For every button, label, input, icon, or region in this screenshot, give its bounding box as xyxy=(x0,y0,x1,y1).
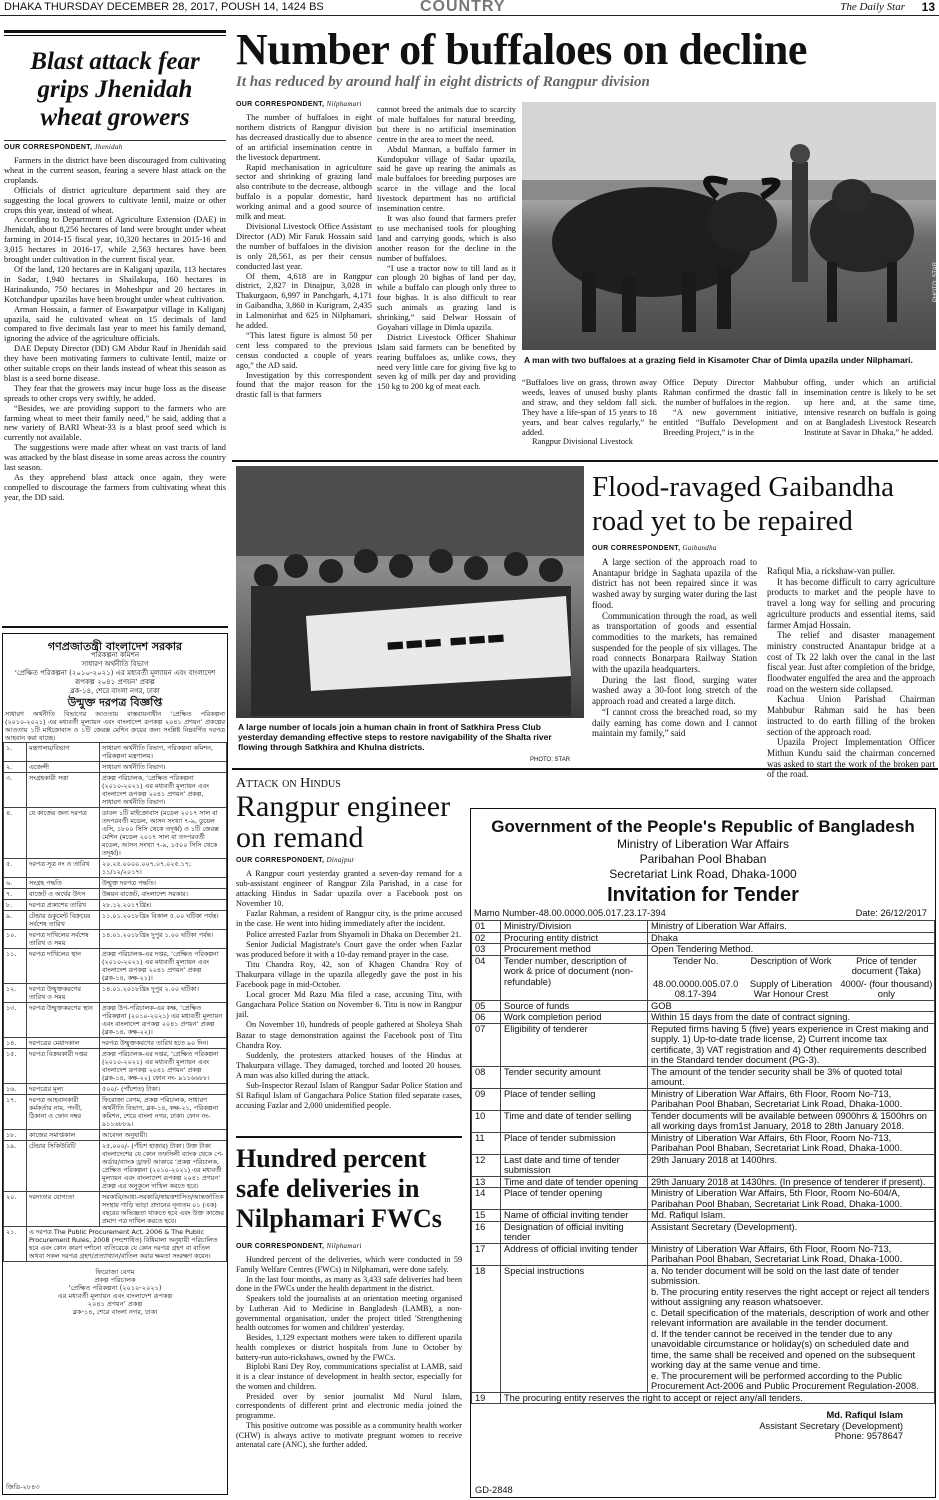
row-number: 12 xyxy=(472,1154,501,1176)
ad-title: Invitation for Tender xyxy=(607,884,799,906)
paragraph: “I cannot cross the breached road, so my daily earning has come down and I cannot maintain my family,” said xyxy=(592,706,757,739)
ad-government-name: গণপ্রজাতন্ত্রী বাংলাদেশ সরকার xyxy=(47,640,183,653)
row-value xyxy=(648,955,935,1000)
row-number: ১৩. xyxy=(4,1003,27,1038)
row-value: সরকারি/আধা-সরকারি/স্বায়ত্তশাসিত/আন্তর্জাতিক সংস্থায় গাড়ি ভাড়া প্রদানের নূন্যতম ০১ (এক) বছরের অভিজ্ঞতা থাকতে হবে এবং উক্ত কাজের প্রমাণ পত্র দাখিল করতে হবে। xyxy=(100,1192,227,1227)
document-price: 4000/- (four thousand) only xyxy=(840,978,933,999)
paragraph: Speakers told the journalists at an orientation meeting organised by Lutheran Aid to Medicine in Bangladesh (LAMB), a non-governmental organisation, under the project titled 'Strengthening health outcomes for women and children' yesterday. xyxy=(236,1294,462,1333)
row-value: Ministry of Liberation War Affairs, 6th Floor, Room No-713, Paribahan Pool Bhaban, Secretariat Link Road, Dhaka-1000. xyxy=(648,1088,935,1110)
row-value: Within 15 days from the date of contract signing. xyxy=(648,1012,935,1024)
row-number: 18 xyxy=(472,1265,501,1392)
paragraph: They fear that the growers may incur huge loss as the disease spreads to other crops very swiftly, he added. xyxy=(4,383,226,403)
paragraph: Office Deputy Director Mahbubur Rahman confirmed the drastic fall in the number of buffaloes in the region. xyxy=(663,378,798,407)
row-number: 17 xyxy=(472,1243,501,1265)
story-headline: Rangpur engineer on remand xyxy=(236,790,451,854)
instruction-item: b. The procuring entity reserves the right accept or reject all tenders without assigning any reason whatsoever. xyxy=(651,1286,930,1307)
row-number: ১৪. xyxy=(4,1038,27,1049)
story-byline: OUR CORRESPONDENT, Nilphamari xyxy=(236,100,362,108)
col-price: Price of tender document (Taka) xyxy=(851,955,921,976)
row-label: Source of funds xyxy=(501,1000,648,1012)
svg-text:▬▬▬ ▬▬▬: ▬▬▬ ▬▬▬ xyxy=(384,624,507,657)
story-body xyxy=(236,113,372,400)
photo-credit: PHOTO: STAR xyxy=(933,262,939,303)
row-label: Place of tender opening xyxy=(501,1188,648,1210)
row-value: Ministry of Liberation War Affairs, 6th Floor, Room No-713, Paribahan Pool Bhaban, Secretariat Link Road, Dhaka-1000. xyxy=(648,1132,935,1154)
paragraph: Abdul Mannan, a buffalo farmer in Kundopukur village of Sadar upazila, said he gave up rearing the animals as male buffaloes for breeding purposes are scarce in the village and the local livestock department has no artificial insemination centre. xyxy=(377,144,516,214)
paragraph: Officials of district agriculture department said they are suggesting the local growers to cultivate lentil, maize or other crops this year, instead of wheat. xyxy=(4,185,226,215)
row-value xyxy=(648,1265,935,1392)
table-row xyxy=(4,1141,227,1192)
row-value: GOB xyxy=(648,1000,935,1012)
memo-line xyxy=(471,908,935,920)
table-row xyxy=(472,1154,935,1176)
section-name: COUNTRY xyxy=(420,0,506,15)
ad-ministry: Ministry of Liberation War Affairs xyxy=(616,837,790,851)
divider xyxy=(232,460,938,462)
work-description: Supply of Liberation War Honour Crest xyxy=(749,978,833,999)
paragraph: Upazila Project Implementation Officer Mithun Kundu said the chairman concerned was asked to start the work of the broken part of the road. xyxy=(767,737,935,780)
row-label: Designation of official inviting tender xyxy=(501,1221,648,1243)
row-value: উন্নয়ন বাজেট, বাংলাদেশ সরকার। xyxy=(100,889,227,900)
story-body xyxy=(592,557,757,739)
paragraph: Of them, 4,618 are in Rangpur district, 2,827 in Dinajpur, 3,028 in Thakurgaon, 6,997 in Panchgarh, 4,171 in Gaibandha, 3,860 in Kurigram, 2,435 in Lalmonirhat and 625 in Nilphamari, he added. xyxy=(236,271,372,331)
divider xyxy=(2,626,228,628)
row-number: 13 xyxy=(472,1176,501,1188)
story-column xyxy=(236,1240,462,1450)
divider xyxy=(4,140,226,141)
instruction-item: c. Detail specification of the materials, description of work and other relevant information are available in the tender document. xyxy=(651,1307,930,1328)
row-number: ৪. xyxy=(4,808,27,859)
tender-no: 48.00.0000.005.07.0 08.17-394 xyxy=(653,978,739,999)
paragraph: Divisional Livestock Office Assistant Director (AD) Mir Faruk Hossain said the number of buffaloes in the division is only 28,561, as per their census conducted last year. xyxy=(236,221,372,271)
row-value: ১৪.০১.২০১৮খ্রিঃ দুপুর ২.০০ ঘটিকা। xyxy=(100,984,227,1003)
row-number: 10 xyxy=(472,1110,501,1132)
table-row xyxy=(4,1049,227,1084)
row-label: Procurement method xyxy=(501,944,648,956)
buffalo-photo xyxy=(522,102,939,350)
row-value: ২০.২৫.০০০০.০০৭.০৭.০২৫.১৭; ১১/১২/২০১৭। xyxy=(100,859,227,878)
row-number: ৭. xyxy=(4,889,27,900)
table-row xyxy=(4,984,227,1003)
paragraph: “Buffaloes live on grass, thrown away weeds, leaves of unused bushy plants and straw, and they seldom fall sick. They have a life-span of 15 years to 18 years, and bear calves regularly,” he added. xyxy=(522,378,657,437)
table-row xyxy=(472,932,935,944)
table-row xyxy=(472,1243,935,1265)
page-number: 13 xyxy=(921,0,935,14)
paragraph: “This latest figure is almost 50 per cent less compared to the previous census conducted a couple of years ago,” the AD said. xyxy=(236,330,372,370)
paragraph: It has become difficult to carry agriculture products to market and the people have to travel a long way for selling and procuring agriculture products and essential items, said farmer Amjad Hossain. xyxy=(767,576,935,630)
row-value: সাধারণ অর্থনীতি বিভাগ। xyxy=(100,762,227,773)
row-number: 15 xyxy=(472,1210,501,1222)
table-row xyxy=(4,911,227,930)
row-value: ফিরোজা বেগম, প্রকল্প পরিচালক, সাধারণ অর্থনীতি বিভাগ, ব্লক-১৪, কক্ষ-২১, পরিকল্পনা কমিশন, শেরে বাংলা নগর, ঢাকা। ফোন নং- ৯১১৬৮৮৯। xyxy=(100,1095,227,1130)
table-row xyxy=(4,878,227,889)
story-body xyxy=(377,105,516,392)
paragraph: “A new government initiative, entitled “Buffalo Development and Breeding Project,” is in the xyxy=(663,407,798,437)
paragraph: Local grocer Md Razu Mia filed a case, accusing Titu, with Gangachara Police Station on November 6. Titu is now in Rangpur jail. xyxy=(236,990,462,1020)
row-label: মন্ত্রণালয়/বিভাগ xyxy=(27,743,100,762)
ad-bhaban: Paribahan Pool Bhaban xyxy=(639,852,767,866)
row-number: ১৮. xyxy=(4,1130,27,1141)
row-number: ১৬. xyxy=(4,1084,27,1095)
paragraph: Suddenly, the protesters attacked houses of the Hindus at Thakurpara village. They damaged, torched and looted 20 houses. A man was also killed during the attack. xyxy=(236,1050,462,1080)
row-value: প্রকল্প উপ-পরিচালক-এর কক্ষ, ‘প্রেক্ষিত পরিকল্পনা (২০১০-২০২১) এর মধ্যবর্তী মূল্যায়ন এবং বাংলাদেশ রূপকল্প ২০৪১ প্রণয়ন’ প্রকল্প (ব্লক-১৪, কক্ষ-২২)। xyxy=(100,1003,227,1038)
table-row xyxy=(472,1066,935,1088)
paragraph: Besides, 1,129 expectant mothers were taken to different upazila health complexes or district hospitals from June to October by battery-run auto-rickshaws, owned by the FWCs. xyxy=(236,1333,462,1362)
paragraph: A large section of the approach road to Anantapur bridge in Saghata upazila of the district has not been repaired since it was washed away by surging water during the last flood. xyxy=(592,557,757,610)
paragraph: In the last four months, as many as 3,433 safe deliveries had been done in the FWCs under the health department in the district. xyxy=(236,1274,462,1294)
row-label: Place of tender submission xyxy=(501,1132,648,1154)
instruction-item: a. No tender document will be sold on the last date of tender submission. xyxy=(651,1265,900,1286)
paragraph: During the last flood, surging water washed away a 30-foot long stretch of the approach road and created a large ditch. xyxy=(592,674,757,707)
row-label: দরপত্র উন্মুক্তকরণের তারিখ ও সময় xyxy=(27,984,100,1003)
table-row xyxy=(472,921,935,933)
ad-division: সাধারণ অর্থনীতি বিভাগ xyxy=(81,660,149,668)
row-number: ৩. xyxy=(4,773,27,808)
col-description: Description of Work xyxy=(750,955,832,966)
divider xyxy=(232,768,938,770)
row-number: 04 xyxy=(472,955,501,1000)
row-number: 11 xyxy=(472,1132,501,1154)
table-row xyxy=(472,1088,935,1110)
row-label: দরপত্র সূত্র নং ও তারিখ xyxy=(27,859,100,878)
row-label: Work completion period xyxy=(501,1012,648,1024)
ad-code: জিডি-২৮৪৩ xyxy=(6,1483,40,1491)
paragraph: Presided over by senior journalist Md Nurul Islam, correspondents of different print and electronic media joined the programme. xyxy=(236,1391,462,1420)
instruction-item: d. If the tender cannot be received in the tender due to any unavoidable circumstance or holiday(s) on scheduled date and time, the same shall be received and opened on the subsequent working day at the same venue and time. xyxy=(651,1328,916,1370)
table-row xyxy=(472,1176,935,1188)
story-body xyxy=(767,566,935,780)
row-number: ২১. xyxy=(4,1227,27,1262)
row-label: টেন্ডার ডকুমেন্ট বিক্রয়ের সর্বশেষ তারিখ xyxy=(27,911,100,930)
table-row xyxy=(4,1095,227,1130)
instruction-item: e. The procurement will be performed according to the Public Procurement Act-2006 and Public Procurement Regulation-2008. xyxy=(651,1370,919,1391)
table-row xyxy=(4,949,227,984)
row-number: 09 xyxy=(472,1088,501,1110)
photo-caption: A man with two buffaloes at a grazing field in Kisamoter Char of Dimla upazila under Nilphamari. xyxy=(524,355,913,365)
paragraph: Titu Chandra Roy, 42, son of Khagen Chandra Roy of Thakurpara village in the upazila allegedly gave the post in his Facebook page in mid-October. xyxy=(236,959,462,990)
row-label: দরপত্রের মূল্য xyxy=(27,1084,100,1095)
row-number: 06 xyxy=(472,1012,501,1024)
row-value: ২৮.১২.২০১৭খ্রিঃ। xyxy=(100,900,227,911)
row-label: কাজের সমাপ্তকাল xyxy=(27,1130,100,1141)
table-row xyxy=(4,808,227,859)
story-jhenidah xyxy=(4,30,226,624)
story-headline: Number of buffaloes on decline xyxy=(236,25,807,74)
row-label: Tender number, description of work & price of document (non-refundable) xyxy=(501,955,648,1000)
row-value: আবেদন অনুযায়ী। xyxy=(100,1130,227,1141)
row-label: দরপত্রের মেয়াদকাল xyxy=(27,1038,100,1049)
row-label: টেন্ডার সিকিউরিটি xyxy=(27,1141,100,1192)
row-value: Ministry of Liberation War Affairs, 5th Floor, Room No-604/A, Paribahan Pool Bhaban, Secretariat Link Road, Dhaka-1000. xyxy=(648,1188,935,1210)
paragraph: “Besides, we are providing support to the farmers who are farming wheat to meet their family need,” he said, adding that a new variety of BARI Wheat-33 is a blast proof seed which is currently not available. xyxy=(4,403,226,443)
paragraph: Senior Judicial Magistrate's Court gave the order when Fazlar was produced before it with a 10-day remand prayer in the case. xyxy=(236,939,462,959)
paragraph: Hundred percent of the deliveries, which were conducted in 59 Family Welfare Centres (FWCs) in Nilphamari, were done safely. xyxy=(236,1255,462,1274)
row-number: 08 xyxy=(472,1066,501,1088)
row-number: 14 xyxy=(472,1188,501,1210)
row-value: The amount of the tender security shall be 3% of quoted total amount. xyxy=(648,1066,935,1088)
row-value: ১১.০১.২০১৮খ্রিঃ বিকাল ৫.০০ ঘটিকা পর্যন্ত। xyxy=(100,911,227,930)
ad-government-name: Government of the People's Republic of Bangladesh xyxy=(491,817,915,836)
story-column xyxy=(377,105,516,392)
story-body xyxy=(663,378,798,437)
row-label: Last date and time of tender submission xyxy=(501,1154,648,1176)
paragraph: cannot breed the animals due to scarcity of male buffaloes for natural breeding, but there is no artificial insemination centre in the area to meet the need. xyxy=(377,105,516,144)
row-value: প্রকল্প পরিচালক, ‘প্রেক্ষিত পরিকল্পনা (২০১০-২০২১) এর মধ্যবর্তী মূল্যায়ন এবং বাংলাদেশ রূপকল্প ২০৪১ প্রণয়ন’ প্রকল্প, সাধারণ অর্থনীতি বিভাগ। xyxy=(100,773,227,808)
story-headline: Hundred percent safe deliveries in Nilphamari FWCs xyxy=(236,1144,442,1233)
subtable-row xyxy=(648,979,934,1000)
row-value: Assistant Secretary (Development). xyxy=(648,1221,935,1243)
row-number: 05 xyxy=(472,1000,501,1012)
buffalo-illustration xyxy=(522,102,936,350)
paragraph: As they apprehend blast attack once again, they were compelled to discourage the farmers from cultivating wheat this year, the DD said. xyxy=(4,473,226,502)
row-number: ৫. xyxy=(4,859,27,878)
table-row xyxy=(4,1038,227,1049)
photo-caption: A large number of locals join a human chain in front of Satkhira Press Club yesterday demanding effective steps to restore navigability of the Shalta river flowing through Satkhira and Khulna districts. xyxy=(238,722,552,752)
row-label: Procuring entity district xyxy=(501,932,648,944)
ad-commission: পরিকল্পনা কমিশন xyxy=(90,651,140,659)
story-column xyxy=(663,378,798,437)
row-number: ১২. xyxy=(4,984,27,1003)
row-label: দরপত্র উন্মুক্তকরণের স্থান xyxy=(27,1003,100,1038)
paragraph: The suggestions were made after wheat on vast tracts of land was attacked by the blast disease in some areas across the country last season. xyxy=(4,443,226,473)
row-value: Ministry of Liberation War Affairs. xyxy=(648,921,935,933)
photo-credit: PHOTO: STAR xyxy=(530,757,571,763)
paragraph: Of the land, 120 hectares are in Kaliganj upazila, 113 hectares in Sadar, 1,940 hectares in Shailakupa, 160 hectares in Harinakundo, 750 hectares in Moheshpur and 20 hectares in Kotchandpur upazilas have been brought under wheat cultivation. xyxy=(4,264,226,304)
row-value: Ministry of Liberation War Affairs, 6th Floor, Room No-713, Paribahan Pool Bhaban, Secretariat Link Road, Dhaka-1000. xyxy=(648,1243,935,1265)
paragraph: Rangpur Divisional Livestock xyxy=(532,437,633,447)
row-value: The procuring entity reserves the right to accept or reject any/all tenders. xyxy=(501,1392,935,1404)
row-value: Dhaka xyxy=(648,932,935,944)
memo-date: Date: 26/12/2017 xyxy=(855,908,927,918)
row-number: ১০. xyxy=(4,930,27,949)
row-label: Name of official inviting tender xyxy=(501,1210,648,1222)
row-label: দরপত্র দাখিলের স্থান xyxy=(27,949,100,984)
row-number: ৬. xyxy=(4,878,27,889)
paragraph: Biplobi Rani Dey Roy, communications specialist at LAMB, said it is a clear instance of development in health sector, especially for the women and children. xyxy=(236,1362,462,1391)
story-subheadline: It has reduced by around half in eight districts of Rangpur division xyxy=(236,74,650,90)
row-value: দরপত্র উন্মুক্তকরণের তারিখ হতে ৯০ দিন। xyxy=(100,1038,227,1049)
story-byline: OUR CORRESPONDENT, Nilphamari xyxy=(236,1242,362,1250)
story-body xyxy=(236,869,462,1111)
row-value: Reputed firms having 5 (five) years experience in Crest making and supply. 1) Up-to-date trade license, 2) Current income tax certificate, 3) VAT registration and 4) Other requirements described in the Standard tender document (PG-3). xyxy=(648,1023,935,1066)
story-column xyxy=(236,854,462,1111)
story-column xyxy=(767,566,935,780)
ad-address: Secretariat Link Road, Dhaka-1000 xyxy=(609,867,797,881)
row-value: প্রকল্প পরিচালক-এর দপ্তর, ‘প্রেক্ষিত পরিকল্পনা (২০১০-২০২১) এর মধ্যবর্তী মূল্যায়ন এবং বাংলাদেশ রূপকল্প ২০৪১ প্রণয়ন’ প্রকল্প (ব্লক-১৪, কক্ষ-২১)। xyxy=(100,949,227,984)
human-chain-photo xyxy=(236,466,584,718)
table-row xyxy=(4,1227,227,1262)
table-row xyxy=(472,1110,935,1132)
row-label: সংগ্রহকারী সত্তা xyxy=(27,773,100,808)
row-number: ৮. xyxy=(4,900,27,911)
paragraph: Farmers in the district have been discouraged from cultivating wheat in the current season, fearing a severe blast attack on the croplands. xyxy=(4,156,226,185)
row-label: দরপত্র প্রকাশের তারিখ xyxy=(27,900,100,911)
ad-signature: Md. Rafiqul Islam Assistant Secretary (Development) Phone: 9578647 xyxy=(759,1410,903,1441)
row-number: 01 xyxy=(472,921,501,933)
row-value: উন্মুক্ত দরপত্র পদ্ধতি। xyxy=(100,878,227,889)
row-label: দরদাতার যোগ্যতা xyxy=(27,1192,100,1227)
paragraph: Fazlar Rahman, a resident of Rangpur city, is the prime accused in the case. He went into hiding immediately after the incident. xyxy=(236,909,462,929)
row-label: Time and date of tender opening xyxy=(501,1176,648,1188)
row-number: ১৫. xyxy=(4,1049,27,1084)
row-value: প্রকল্প পরিচালক-এর দপ্তর, ‘প্রেক্ষিত পরিকল্পনা (২০১০-২০২১) এর মধ্যবর্তী মূল্যায়ন এবং বাংলাদেশ রূপকল্প ২০৪১ প্রণয়ন’ প্রকল্প (ব্লক-১৪, কক্ষ-২২) ফোন নং- ৯১১৬৬৮৮। xyxy=(100,1049,227,1084)
row-number: ৯. xyxy=(4,911,27,930)
row-value: ১৪.০১.২০১৮খ্রিঃ দুপুর ১.০০ ঘটিকা পর্যন্ত। xyxy=(100,930,227,949)
story-kicker: Attack on Hindus xyxy=(236,776,341,791)
table-row xyxy=(472,1210,935,1222)
table-row xyxy=(4,1084,227,1095)
story-byline: OUR CORRESPONDENT, Gaibandha xyxy=(592,544,717,552)
paragraph: Kachua Union Parishad Chairman Mahbubur Rahman said he has been instructed to do earth filling of the broken section of the approach road. xyxy=(767,694,935,737)
paragraph: It was also found that farmers prefer to use mechanised tools for ploughing land and carrying goods, which is also another reason for the decline in the number of buffaloes. xyxy=(377,213,516,263)
paragraph: Communication through the road, as well as transportation of goods and essential commodities to the markets, has remained suspended for the people of six villages. The road connects Bonarpara Railway Station with the upazila headquarters. xyxy=(592,610,757,675)
row-number: ২০. xyxy=(4,1192,27,1227)
paragraph: Investigation by this correspondent found that the major reason for the drastic fall is that farmers xyxy=(236,370,372,400)
row-number: 07 xyxy=(472,1023,501,1066)
row-number: ১৯. xyxy=(4,1141,27,1192)
table-row xyxy=(4,900,227,911)
row-number: 03 xyxy=(472,944,501,956)
table-row xyxy=(4,859,227,878)
story-top-rule xyxy=(4,30,226,36)
bangla-tender-notice xyxy=(2,633,228,1495)
table-row xyxy=(472,1000,935,1012)
table-row xyxy=(4,1003,227,1038)
paragraph: offing, under which an artificial insemination centre is likely to be set up here and, at the same time, intensive research on buffalo is going on at Bangladesh Livestock Research Institute at Savar in Dhaka,” he added. xyxy=(804,378,936,437)
ad-table xyxy=(3,742,227,1262)
row-number: 19 xyxy=(472,1392,501,1404)
story-headline: Blast attack fear grips Jhenidah wheat growers xyxy=(30,48,200,131)
row-label: দরপত্র বিক্রয়কারী দপ্তর xyxy=(27,1049,100,1084)
ad-title: উন্মুক্ত দরপত্র বিজ্ঞপ্তি xyxy=(67,696,163,709)
paragraph: The relief and disaster management ministry constructed Anantapur bridge at a cost of Tk 22 lakh over the canal in the last fiscal year. Just after completion of the bridge, floodwater engulfed the area and the approach road on the western side collapsed. xyxy=(767,630,935,694)
row-value: সাধারণ অর্থনীতি বিভাগ, পরিকল্পনা কমিশন, পরিকল্পনা মন্ত্রণালয়। xyxy=(100,743,227,762)
paragraph: Police arrested Fazlar from Shyamoli in Dhaka on December 21. xyxy=(246,929,462,939)
table-row xyxy=(472,955,935,1000)
story-column xyxy=(236,98,372,400)
row-number: ২. xyxy=(4,762,27,773)
row-label: বাজেট ও অর্থের উৎস xyxy=(27,889,100,900)
story-headline: Flood-ravaged Gaibandha road yet to be repaired xyxy=(592,471,894,537)
paragraph: This positive outcome was possible as a community health worker (CHW) is always active to motivate pregnant women to receive antenatal care (ANC), she further added. xyxy=(236,1420,462,1450)
paragraph: Rafiqul Mia, a rickshaw-van puller. xyxy=(767,566,895,576)
row-number: 16 xyxy=(472,1221,501,1243)
row-label: এজেন্সী xyxy=(27,762,100,773)
table-row xyxy=(472,1221,935,1243)
table-row xyxy=(4,889,227,900)
paragraph: “I use a tractor now to till land as it can plough 20 bighas of land per day, while a buffalo can plough only three to four bighas. It is also difficult to rear such animals as grazing land is shrinking,” said Delwar Hossain of Goyabari village in Dimla upazila. xyxy=(377,263,516,332)
table-row xyxy=(472,1392,935,1404)
paragraph: DAE Deputy Director (DD) GM Abdur Rauf in Jhenidah said they have been motivating farmers to cultivate lentil, maize or other suitable crops on their lands instead of wheat this season as blast is a seed borne disease. xyxy=(4,344,226,383)
row-number: ১. xyxy=(4,743,27,762)
paragraph: On November 10, hundreds of people gathered at Sholeya Shah Bazar to stage demonstration against the Facebook post of Titu Chandra Roy. xyxy=(236,1020,462,1050)
ad-project: ‘প্রেক্ষিত পরিকল্পনা (২০১০-২০২১) এর মধ্যবর্তী মূল্যায়ন এবং বাংলাদেশ রূপকল্প ২০৪১ প্রণয়ন’ প্রকল্প xyxy=(14,669,216,686)
row-value: এ দরপত্র The Public Procurement Act, 2006 & The Public Procurement Rules, 2008 (সংশোধিত) বিধিমালা অনুযায়ী পরিচালিত হবে এবং কোন কারণ দর্শানো ব্যতিরেকে যে কোন দরপত্র গ্রহণ বা বাতিল অথবা সকল দরপত্র গ্রহণ/প্রত্যাখ্যান/বাতিল করার ক্ষমতা সংরক্ষণ করেন। xyxy=(27,1227,227,1262)
story-column xyxy=(592,542,757,739)
row-value: 29th January 2018 at 1400hrs. xyxy=(648,1154,935,1176)
row-value: Open Tendering Method. xyxy=(648,944,935,956)
row-value: ২৫,০০০/- (পঁচিশ হাজার) টাকা। উক্ত টাকা বাংলাদেশের যে কোন তফসিলী ব্যাংক থেকে পে-অর্ডার/ব্যাংক ড্রাফট আকারে ‘প্রকল্প পরিচালক, প্রেক্ষিত পরিকল্পনা (২০১০-২০২১) এর মধ্যবর্তী মূল্যায়ন এবং বাংলাদেশ রূপকল্প ২০৪১ প্রণয়ন’ প্রকল্প এর অনুকূলে দাখিল করতে হবে। xyxy=(100,1141,227,1192)
table-row xyxy=(4,773,227,808)
table-row xyxy=(472,944,935,956)
row-number: 02 xyxy=(472,932,501,944)
table-row xyxy=(4,1192,227,1227)
ad-code: GD-2848 xyxy=(475,1484,513,1495)
row-value: ডাবল ১টি মাইক্রোবাস (মডেল ২০১৭ সাল বা তদপরবর্তী মডেল, আসন সংখ্যা ৭-৯, ডুয়েল এসি, ১৮০০ সিসি থেকে তদূর্ধ্ব) ও ১টি জেরক্স মেশিন (মডেল ২০১৭ সাল বা তদপরবর্তী মডেল, আসন সংখ্যা ৭-৯, ১৫০০ সিসি থেকে তদূর্ধ্ব)। xyxy=(100,808,227,859)
story-body xyxy=(804,378,936,437)
table-row xyxy=(4,1130,227,1141)
row-number: ১৭. xyxy=(4,1095,27,1130)
tender-notice xyxy=(470,808,936,1498)
row-label: Tender security amount xyxy=(501,1066,648,1088)
ad-address: ব্লক-১৪, শেরে বাংলা নগর, ঢাকা xyxy=(70,687,160,695)
table-row xyxy=(4,762,227,773)
row-label: Place of tender selling xyxy=(501,1088,648,1110)
table-row xyxy=(4,930,227,949)
story-byline: OUR CORRESPONDENT, Jhenidah xyxy=(4,143,123,151)
story-column xyxy=(522,378,657,447)
row-value: Tender documents will be available between 0900hrs & 1500hrs on all working days from1st January, 2018 to 28th January 2018. xyxy=(648,1110,935,1132)
story-column xyxy=(804,378,936,437)
row-label: Ministry/Division xyxy=(501,921,648,933)
row-label: Address of official inviting tender xyxy=(501,1243,648,1265)
story-body xyxy=(236,1255,462,1450)
story-body xyxy=(4,156,226,503)
row-label: Special instructions xyxy=(501,1265,648,1392)
table-row xyxy=(472,1012,935,1024)
paragraph: A Rangpur court yesterday granted a seven-day remand for a sub-assistant engineer of Rangpur Zila Parishad, in a case for attacking Hindus in Sadar upazila over a Facebook post on November 10. xyxy=(236,869,462,909)
memo-number: Mamo Number-48.00.0000.005.017.23.17-394 xyxy=(474,908,666,918)
paragraph: The number of buffaloes in eight northern districts of Rangpur division has decreased drastically due to absence of an artificial insemination centre in the livestock department. xyxy=(236,113,372,162)
row-label: দরপত্র আহবানকারী কর্মকর্তার নাম, পদবী, ঠিকানা ও ফোন নম্বর xyxy=(27,1095,100,1130)
row-label: Time and date of tender selling xyxy=(501,1110,648,1132)
paragraph: District Livestock Officer Shahinur Islam said farmers can be benefited by rearing buffaloes as, unlike cows, they need very little care for giving five kg to seven kg of milk per day and providing 150 kg to 200 kg of meat each. xyxy=(377,332,516,392)
human-chain-illustration xyxy=(236,466,584,718)
masthead-logo: The Daily Star xyxy=(840,1,905,13)
row-number: ১১. xyxy=(4,949,27,984)
edition-date: DHAKA THURSDAY DECEMBER 28, 2017, POUSH 14, 1424 BS xyxy=(4,1,324,13)
table-row xyxy=(472,1265,935,1392)
ad-signature: ফিরোজা বেগম প্রকল্প পরিচালক ‘প্রেক্ষিত পরিকল্পনা (২০১০-২০২১) এর মধ্যবর্তী মূল্যায়ন এবং বাংলাদেশ রূপকল্প ২০৪১ প্রণয়ন’ প্রকল্প ব্লক-১৪, শেরে বাংলা নগর, ঢাকা xyxy=(57,1268,173,1316)
ad-table xyxy=(471,920,935,1404)
paragraph: Sub-Inspector Rezaul Islam of Rangpur Sadar Police Station and SI Rafiqul Islam of Gangachara Police Station filed separate cases, accusing Fazlar and 2,000 unidentified people. xyxy=(236,1080,462,1111)
table-row xyxy=(4,743,227,762)
page-header xyxy=(0,0,939,16)
row-label: দরপত্র দাখিলের সর্বশেষ তারিখ ও সময় xyxy=(27,930,100,949)
table-row xyxy=(472,1132,935,1154)
row-label: Eligibility of tenderer xyxy=(501,1023,648,1066)
row-label: সংগ্রহ পদ্ধতি xyxy=(27,878,100,889)
divider xyxy=(236,1136,462,1138)
paragraph: According to Department of Agriculture Extension (DAE) in Jhenidah, about 8,256 hectares of land were brought under wheat farming in 2014-15 fiscal year, 10,320 hectares in 2015-16 and 3,015 hectares in 2016-17, while 2,563 hectares have been brought under cultivation in the current fiscal year. xyxy=(4,215,226,265)
paragraph: Rapid mechanisation in agriculture sector and shrinking of grazing land also contribute to the decrease, although buffalo is a popular domestic, hard working animal and a good source of milk and meat. xyxy=(236,162,372,222)
table-row xyxy=(472,1188,935,1210)
table-row xyxy=(472,1023,935,1066)
row-value: Md. Rafiqul Islam. xyxy=(648,1210,935,1222)
row-label: যে কাজের জন্য দরপত্র xyxy=(27,808,100,859)
col-tender-no: Tender No. xyxy=(672,955,719,966)
story-byline: OUR CORRESPONDENT, Dinajpur xyxy=(236,856,355,864)
subtable-header xyxy=(648,956,934,977)
row-value: ৫০০/- (পাঁচশত) টাকা। xyxy=(100,1084,227,1095)
story-body xyxy=(522,378,657,447)
row-value: 29th January 2018 at 1430hrs. (In presence of tenderer if present). xyxy=(648,1176,935,1188)
paragraph: Arman Hossain, a farmer of Eswarpatpur village in Kaliganj upazila, said he cultivated wheat on 15 decimals of land compared to five decimals last year to meet his family demand, ignoring the advice of the agriculture officials. xyxy=(4,304,226,344)
ad-intro: সাধারণ অর্থনীতি বিভাগের আওতায় বাস্তবায়নাধীন ‘প্রেক্ষিত পরিকল্পনা (২০১০-২০২১) এর মধ্যবর্তী মূল্যায়ন এবং বাংলাদেশ রূপকল্প ২০৪১ প্রণয়ন’ প্রকল্পের আওতায় ১টি মাইক্রোবাস ও ১টি জেরক্স মেশিন ক্রয়ের জন্য সংশ্লিষ্ট নিম্নবর্ণিত দরপত্র আহবান করা যাচ্ছে। xyxy=(5,710,225,742)
